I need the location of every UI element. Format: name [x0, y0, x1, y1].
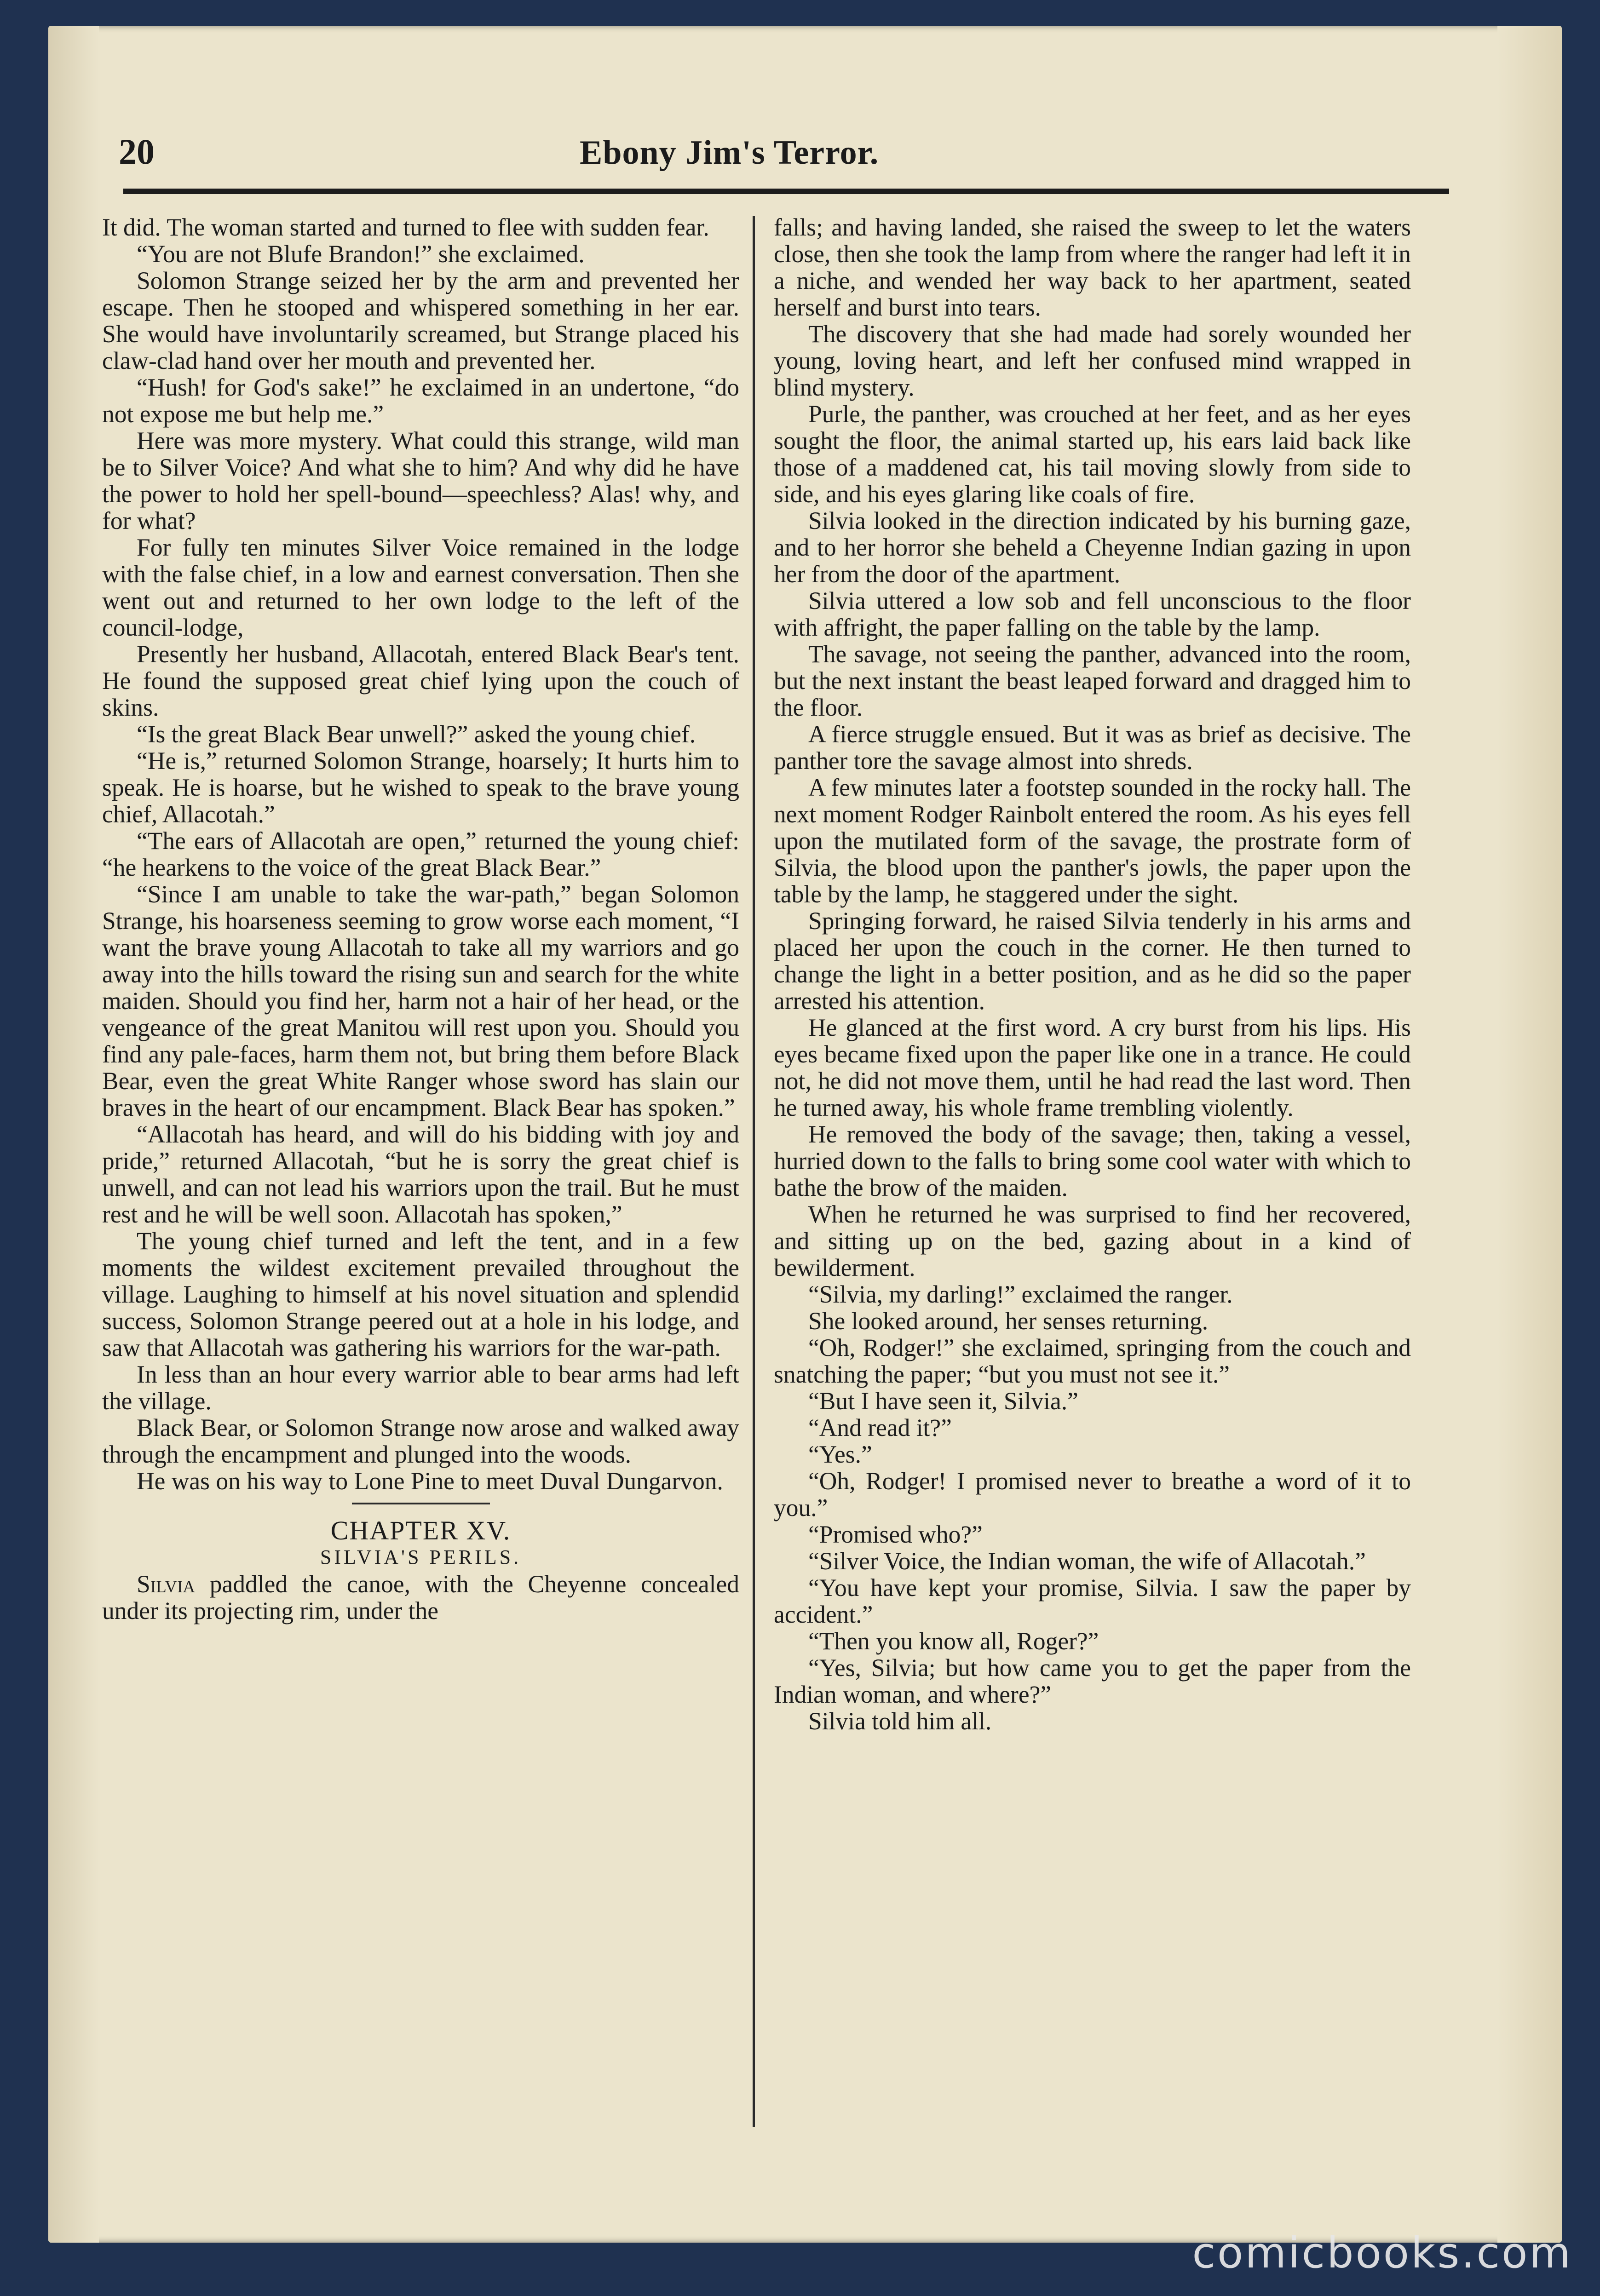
paragraph: The savage, not seeing the panther, advanced into the room, but the next instant the beast leaped forward and dragged him to the floor. [774, 640, 1411, 721]
paragraph: falls; and having landed, she raised the sweep to let the waters close, then she took the lamp from where the ranger had left it in a niche, and wended her way back to her apartment, seated herself and burst into tears. [774, 214, 1411, 321]
paragraph: Solomon Strange seized her by the arm and prevented her escape. Then he stooped and whispered something in her ear. She would have involuntarily screamed, but Strange placed his claw-clad hand over her mouth and prevented her. [102, 267, 739, 374]
running-title: Ebony Jim's Terror. [580, 134, 879, 172]
paragraph: When he returned he was surprised to find her recovered, and sitting up on the bed, gazing about in a kind of bewilderment. [774, 1200, 1411, 1281]
paragraph: “Then you know all, Roger?” [808, 1627, 1099, 1655]
paragraph: “But I have seen it, Silvia.” [808, 1387, 1078, 1415]
paragraph: “Allacotah has heard, and will do his bidding with joy and pride,” returned Allacotah, “but he is sorry the great chief is unwell, and can not lead his warriors upon the trail. But he must rest and he will be well soon. Allacotah has spoken,” [102, 1120, 739, 1228]
paragraph: “Promised who?” [808, 1521, 983, 1548]
paragraph: Presently her husband, Allacotah, entered Black Bear's tent. He found the supposed great chief lying upon the couch of skins. [102, 640, 739, 721]
chapter-heading: CHAPTER XV. [330, 1515, 511, 1545]
paragraph: Silvia uttered a low sob and fell unconscious to the floor with affright, the paper falling on the table by the lamp. [774, 587, 1411, 641]
paragraph: “Is the great Black Bear unwell?” asked the young chief. [137, 720, 696, 748]
paragraph: “You are not Blufe Brandon!” she exclaimed. [137, 240, 585, 268]
page-binding-edge [48, 26, 99, 2243]
paragraph: The young chief turned and left the tent, and in a few moments the wildest excitement prevailed throughout the village. Laughing to himself at his novel situation and splendid success, Solomon Strange peered out at a hole in his lodge, and saw that Allacotah was gathering his warriors for the war-path. [102, 1227, 739, 1361]
paragraph: “You have kept your promise, Silvia. I saw the paper by accident.” [774, 1574, 1411, 1628]
paragraph: For fully ten minutes Silver Voice remained in the lodge with the false chief, in a low and earnest conversation. Then she went out and returned to her own lodge to the left of the council-lodge, [102, 534, 739, 641]
paragraph: He was on his way to Lone Pine to meet Duval Dungarvon. [137, 1467, 723, 1495]
paragraph: She looked around, her senses returning. [808, 1307, 1209, 1335]
paragraph: “Silvia, my darling!” exclaimed the ranger. [808, 1280, 1233, 1308]
paragraph: “Hush! for God's sake!” he exclaimed in an undertone, “do not expose me but help me.” [102, 373, 739, 428]
paragraph: “Oh, Rodger! I promised never to breathe a word of it to you.” [774, 1467, 1411, 1521]
paragraph: “Silver Voice, the Indian woman, the wife of Allacotah.” [808, 1547, 1366, 1575]
header-rule [123, 189, 1449, 194]
paragraph: “Yes.” [808, 1441, 872, 1468]
page-number: 20 [119, 132, 155, 172]
paragraph: “Yes, Silvia; but how came you to get the paper from the Indian woman, and where?” [774, 1654, 1411, 1708]
paragraph: He removed the body of the savage; then, taking a vessel, hurried down to the falls to bring some cool water with which to bathe the brow of the maiden. [774, 1120, 1411, 1201]
paragraph: “Since I am unable to take the war-path,” began Solomon Strange, his hoarseness seeming to grow worse each moment, “I want the brave young Allacotah to take all my warriors and go away into the hills toward the rising sun and search for the white maiden. Should you find her, harm not a hair of her head, or the vengeance of the great Manitou will rest upon you. Should you find any pale-faces, harm them not, but bring them before Black Bear, even the great White Ranger whose sword has slain our braves in the heart of our encampment. Black Bear has spoken.” [102, 880, 739, 1121]
chapter-opening-paragraph [102, 1571, 739, 1624]
paragraph: Here was more mystery. What could this strange, wild man be to Silver Voice? And what she to him? And why did he have the power to hold her spell-bound—speechless? Alas! why, and for what? [102, 427, 739, 534]
chapter-subheading: SILVIA'S PERILS. [320, 1546, 522, 1568]
paragraph: Black Bear, or Solomon Strange now arose and walked away through the encampment and plunged into the woods. [102, 1414, 739, 1468]
paragraph: “And read it?” [808, 1414, 952, 1441]
paragraph: Purle, the panther, was crouched at her feet, and as her eyes sought the floor, the animal started up, his ears laid back like those of a maddened cat, his tail moving slowly from side to side, and his eyes glaring like coals of fire. [774, 400, 1411, 508]
opening-word: Silvia [137, 1570, 196, 1598]
chapter-separator [352, 1503, 490, 1504]
opening-text: paddled the canoe, with the Cheyenne concealed under its projecting rim, under the [102, 1570, 739, 1624]
paragraph: “He is,” returned Solomon Strange, hoarsely; It hurts him to speak. He is hoarse, but he wished to speak to the brave young chief, Allacotah.” [102, 747, 739, 828]
paragraph: A fierce struggle ensued. But it was as brief as decisive. The panther tore the savage almost into shreds. [774, 720, 1411, 775]
paragraph: Silvia looked in the direction indicated by his burning gaze, and to her horror she beheld a Cheyenne Indian gazing in upon her from the door of the apartment. [774, 507, 1411, 588]
left-text-column [102, 214, 739, 2127]
paragraph: He glanced at the first word. A cry burst from his lips. His eyes became fixed upon the paper like one in a trance. He could not, he did not move them, until he had read the last word. Then he turned away, his whole frame trembling violently. [774, 1014, 1411, 1121]
site-watermark: comicbooks.com [1192, 2228, 1572, 2278]
column-divider [753, 216, 755, 2127]
paragraph: Silvia told him all. [808, 1707, 992, 1735]
right-text-column [774, 214, 1411, 2127]
page-right-edge [1497, 26, 1562, 2243]
paragraph: The discovery that she had made had sorely wounded her young, loving heart, and left her confused mind wrapped in blind mystery. [774, 320, 1411, 401]
paragraph: In less than an hour every warrior able to bear arms had left the village. [102, 1360, 739, 1415]
paragraph: “The ears of Allacotah are open,” returned the young chief: “he hearkens to the voice of the great Black Bear.” [102, 827, 739, 881]
paragraph: “Oh, Rodger!” she exclaimed, springing from the couch and snatching the paper; “but you must not see it.” [774, 1334, 1411, 1388]
paragraph: It did. The woman started and turned to flee with sudden fear. [102, 214, 709, 241]
paragraph: A few minutes later a footstep sounded in the rocky hall. The next moment Rodger Rainbolt entered the room. As his eyes fell upon the mutilated form of the savage, the prostrate form of Silvia, the blood upon the panther's jowls, the paper upon the table by the lamp, he staggered under the sight. [774, 774, 1411, 908]
paragraph: Springing forward, he raised Silvia tenderly in his arms and placed her upon the couch in the corner. He then turned to change the light in a better position, and as he did so the paper arrested his attention. [774, 907, 1411, 1015]
